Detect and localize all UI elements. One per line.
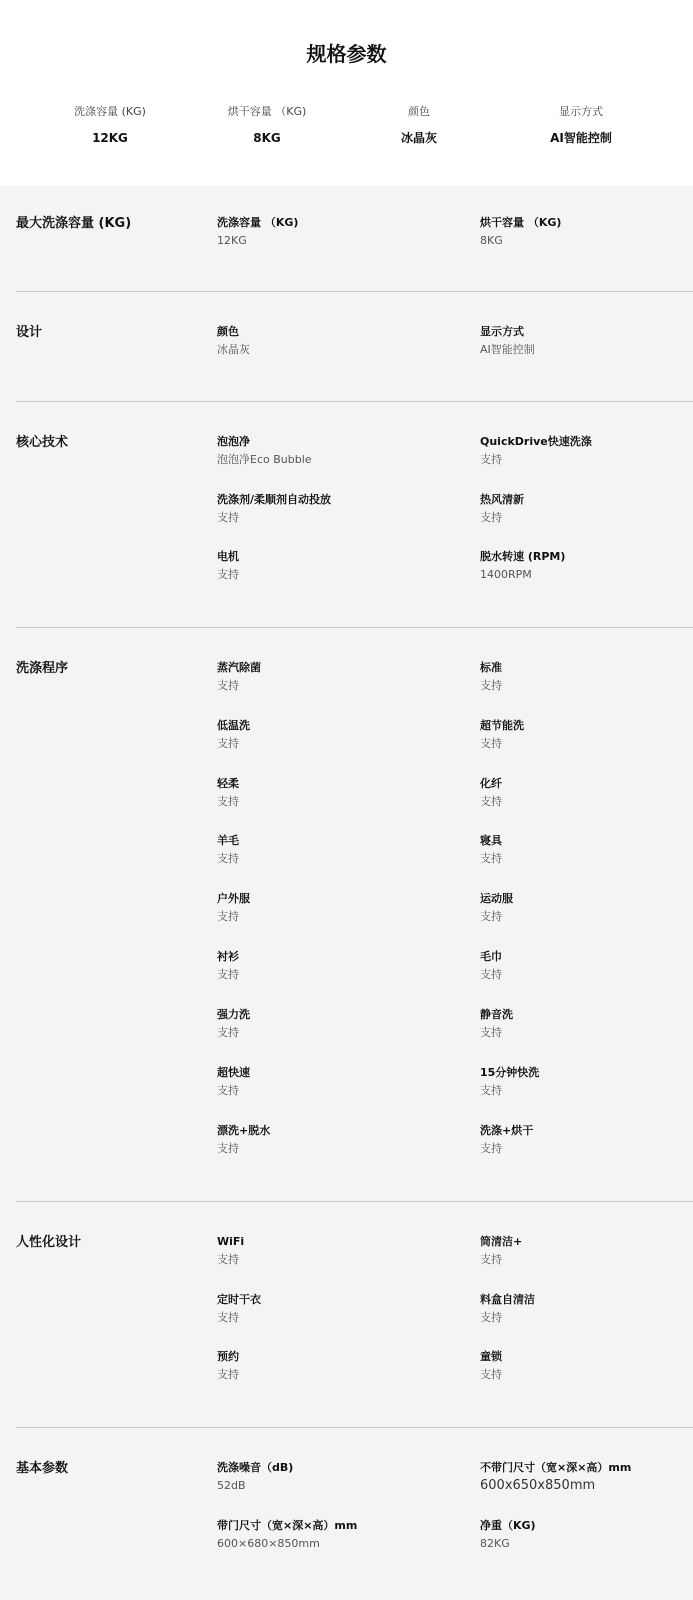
- spec-key: 超快速: [217, 1066, 250, 1079]
- summary-value: 8KG: [253, 131, 281, 145]
- spec-item: [480, 434, 693, 468]
- spec-value: 支持: [480, 1142, 502, 1155]
- summary-label: 烘干容量 （KG): [227, 105, 307, 118]
- spec-item: [480, 949, 693, 983]
- spec-key: 运动服: [480, 892, 513, 905]
- spec-key: 轻柔: [217, 777, 239, 790]
- spec-key: 脱水转速 (RPM): [480, 550, 566, 563]
- section-divider: [16, 291, 693, 292]
- spec-item: [217, 833, 437, 867]
- spec-key: 超节能洗: [480, 719, 524, 732]
- spec-value: 支持: [480, 852, 502, 865]
- summary-wash-capacity: [35, 104, 185, 146]
- spec-key: 带门尺寸（宽×深×高）mm: [217, 1519, 358, 1532]
- spec-item: [480, 1123, 693, 1157]
- spec-item: [217, 549, 437, 583]
- section-divider: [16, 1427, 693, 1428]
- spec-value: 支持: [217, 1368, 239, 1381]
- section-title: 设计: [16, 325, 43, 340]
- spec-value: 1400RPM: [480, 568, 532, 581]
- summary-dry-capacity: [192, 104, 342, 146]
- spec-value: 支持: [480, 910, 502, 923]
- spec-key: 低温洗: [217, 719, 250, 732]
- summary-value: 冰晶灰: [400, 131, 437, 145]
- spec-key: 户外服: [217, 892, 250, 905]
- spec-item: [217, 1460, 437, 1494]
- spec-key: 洗涤容量 （KG): [217, 216, 299, 229]
- spec-value: 支持: [480, 453, 502, 466]
- spec-key: 预约: [217, 1350, 239, 1363]
- summary-label: 颜色: [408, 105, 430, 118]
- spec-key: 标准: [480, 661, 502, 674]
- spec-item: [217, 1234, 437, 1268]
- spec-item: [480, 1007, 693, 1041]
- spec-item: [217, 1065, 437, 1099]
- spec-item: [217, 891, 437, 925]
- spec-key: 洗涤剂/柔顺剂自动投放: [217, 493, 332, 506]
- spec-key: 静音洗: [480, 1008, 513, 1021]
- spec-key: 寝具: [480, 834, 502, 847]
- spec-item: [217, 660, 437, 694]
- spec-value: 冰晶灰: [217, 343, 250, 356]
- spec-item: [217, 776, 437, 810]
- spec-item: [217, 949, 437, 983]
- spec-item: [217, 1007, 437, 1041]
- spec-value: 支持: [480, 1084, 502, 1097]
- spec-table: [0, 186, 693, 1600]
- spec-item: [480, 1292, 693, 1326]
- section-title: 人性化设计: [16, 1235, 82, 1250]
- summary-label: 洗涤容量 (KG): [74, 105, 146, 118]
- spec-item: [480, 215, 693, 249]
- spec-item: [217, 434, 437, 468]
- spec-value: 600×680×850mm: [217, 1537, 320, 1550]
- spec-key: 洗涤噪音（dB): [217, 1461, 294, 1474]
- spec-key: 定时干衣: [217, 1293, 261, 1306]
- spec-value: 支持: [217, 968, 239, 981]
- spec-value: 52dB: [217, 1479, 246, 1492]
- summary-display: [506, 104, 656, 146]
- section-divider: [16, 1201, 693, 1202]
- summary-color: [344, 104, 494, 146]
- spec-value: 支持: [217, 1253, 239, 1266]
- spec-value: 支持: [480, 1368, 502, 1381]
- spec-key: 烘干容量 （KG): [480, 216, 562, 229]
- spec-value: 600x650x850mm: [480, 1478, 596, 1493]
- spec-key: WiFi: [217, 1235, 245, 1248]
- spec-value: 支持: [480, 679, 502, 692]
- section-divider: [16, 627, 693, 628]
- spec-item: [217, 1123, 437, 1157]
- spec-item: [480, 1349, 693, 1383]
- spec-item: [480, 1518, 693, 1552]
- spec-value: 支持: [217, 795, 239, 808]
- spec-item: [480, 660, 693, 694]
- page-title: 规格参数: [306, 42, 387, 66]
- section-title: 洗涤程序: [16, 661, 69, 676]
- spec-item: [480, 1234, 693, 1268]
- spec-value: 支持: [217, 1084, 239, 1097]
- spec-value: 8KG: [480, 234, 503, 247]
- spec-key: 显示方式: [480, 325, 524, 338]
- spec-value: 支持: [480, 737, 502, 750]
- spec-value: 支持: [480, 1026, 502, 1039]
- spec-item: [480, 718, 693, 752]
- spec-item: [480, 776, 693, 810]
- spec-item: [217, 1518, 437, 1552]
- spec-key: 漂洗+脱水: [217, 1124, 271, 1137]
- section-divider: [16, 401, 693, 402]
- spec-item: [480, 833, 693, 867]
- spec-item: [217, 1292, 437, 1326]
- spec-key: 童锁: [480, 1350, 502, 1363]
- spec-key: 化纤: [480, 777, 502, 790]
- spec-key: 羊毛: [217, 834, 239, 847]
- spec-value: 支持: [217, 511, 239, 524]
- spec-value: 支持: [480, 1311, 502, 1324]
- section-title: 基本参数: [16, 1461, 69, 1476]
- spec-item: [480, 324, 693, 358]
- spec-value: 支持: [217, 1311, 239, 1324]
- spec-value: 泡泡净Eco Bubble: [217, 453, 312, 466]
- spec-key: 毛巾: [480, 950, 502, 963]
- spec-key: 衬衫: [217, 950, 239, 963]
- spec-key: 颜色: [217, 325, 239, 338]
- spec-key: 蒸汽除菌: [217, 661, 261, 674]
- spec-value: 支持: [480, 968, 502, 981]
- spec-item: [217, 324, 437, 358]
- header-area: [0, 0, 693, 186]
- spec-item: [480, 492, 693, 526]
- spec-value: 支持: [480, 511, 502, 524]
- spec-item: [217, 718, 437, 752]
- spec-value: 支持: [217, 1026, 239, 1039]
- spec-value: 支持: [217, 679, 239, 692]
- spec-key: 热风清新: [480, 493, 524, 506]
- spec-item: [480, 1065, 693, 1099]
- section-title: 核心技术: [16, 435, 69, 450]
- spec-key: 洗涤+烘干: [480, 1124, 534, 1137]
- spec-item: [217, 492, 437, 526]
- spec-value: AI智能控制: [480, 343, 535, 356]
- spec-key: 料盒自清洁: [480, 1293, 535, 1306]
- spec-key: 电机: [217, 550, 239, 563]
- summary-label: 显示方式: [559, 105, 603, 118]
- spec-value: 支持: [217, 737, 239, 750]
- spec-value: 支持: [217, 852, 239, 865]
- spec-item: [480, 891, 693, 925]
- spec-item: [217, 1349, 437, 1383]
- spec-value: 12KG: [217, 234, 247, 247]
- spec-item: [217, 215, 437, 249]
- section-title: 最大洗涤容量 (KG): [16, 216, 132, 231]
- spec-key: 净重（KG): [480, 1519, 536, 1532]
- spec-item: [480, 1460, 693, 1494]
- spec-value: 支持: [480, 795, 502, 808]
- spec-value: 支持: [480, 1253, 502, 1266]
- spec-value: 支持: [217, 1142, 239, 1155]
- spec-value: 支持: [217, 910, 239, 923]
- spec-key: 不带门尺寸（宽×深×高）mm: [480, 1461, 632, 1474]
- spec-key: 筒清洁+: [480, 1235, 523, 1248]
- spec-key: 泡泡净: [217, 435, 250, 448]
- summary-value: 12KG: [92, 131, 128, 145]
- spec-value: 82KG: [480, 1537, 510, 1550]
- summary-value: AI智能控制: [550, 131, 612, 145]
- spec-key: 强力洗: [217, 1008, 250, 1021]
- spec-key: 15分钟快洗: [480, 1066, 540, 1079]
- spec-value: 支持: [217, 568, 239, 581]
- spec-item: [480, 549, 693, 583]
- spec-key: QuickDrive快速洗涤: [480, 435, 592, 448]
